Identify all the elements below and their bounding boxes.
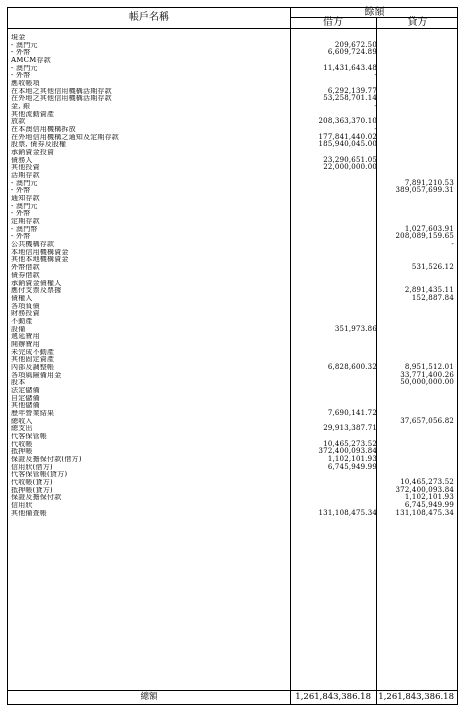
table-row — [8, 164, 457, 172]
table-row — [8, 42, 457, 50]
table-row — [8, 134, 457, 142]
debit-amount: 6,609,724.89 — [327, 48, 377, 57]
credit-amount: 6,745,949.99 — [404, 500, 454, 509]
debit-amount: - — [374, 71, 377, 80]
credit-amount: 372,400,093.84 — [395, 485, 454, 494]
account-label: 在外地之其他信用機構活期存款 — [11, 95, 112, 103]
table-row — [8, 95, 457, 103]
total-row — [8, 691, 457, 704]
table-row — [8, 456, 457, 464]
debit-amount: - — [374, 102, 377, 111]
account-label: 放款 — [11, 118, 26, 126]
table-row — [8, 34, 457, 42]
table-row — [8, 349, 457, 357]
credit-amount: 131,108,475.34 — [395, 508, 454, 517]
credit-amount: 531,526.12 — [411, 263, 454, 272]
debit-amount: 209,672.50 — [334, 40, 377, 49]
table-row — [8, 464, 457, 472]
table-row — [8, 287, 457, 295]
balance-table — [7, 7, 458, 705]
debit-amount: 23,290,651.05 — [323, 155, 377, 164]
table-row — [8, 172, 457, 180]
credit-amount: - — [451, 240, 454, 249]
table-row — [8, 157, 457, 165]
table-row — [8, 233, 457, 241]
credit-amount: 50,000,000.00 — [400, 378, 454, 387]
account-label: 代客保管帳(貸方) — [11, 471, 68, 479]
table-row — [8, 433, 457, 441]
table-row — [8, 149, 457, 157]
account-label: 在本地之其他信用機構活期存款 — [11, 87, 112, 95]
account-label: 歷年營業結果 — [11, 409, 55, 417]
credit-amount: 37,657,056.82 — [400, 416, 454, 425]
account-label: 其他儲備 — [11, 402, 40, 410]
balance-header: 餘額 — [364, 7, 385, 18]
account-label: 承銷資金債權人 — [11, 279, 62, 287]
account-label: 承銷資金投資 — [11, 149, 55, 157]
table-row — [8, 494, 457, 502]
table-row — [8, 448, 457, 456]
table-row — [8, 418, 457, 426]
table-row — [8, 326, 457, 334]
table-row — [8, 210, 457, 218]
table-row — [8, 187, 457, 195]
debit-amount: 185,940,045.00 — [318, 140, 377, 149]
account-label: 法定儲備 — [11, 386, 40, 394]
account-label: - 外幣 — [11, 233, 31, 241]
credit-amount: 10,465,273.52 — [400, 477, 454, 486]
debit-amount: 22,000,000.00 — [323, 163, 377, 172]
account-label: - 澳門元 — [11, 41, 38, 49]
account-label: 股票, 債券及股權 — [11, 141, 67, 149]
account-label: 抵押帳 — [11, 448, 33, 456]
table-row — [8, 310, 457, 318]
debit-amount: 6,745,949.99 — [327, 462, 377, 471]
table-row — [8, 241, 457, 249]
account-label: 債務人 — [11, 156, 33, 164]
table-row — [8, 264, 457, 272]
debit-amount: 53,258,701.14 — [323, 94, 377, 103]
account-label: 不動產 — [11, 317, 33, 325]
credit-header: 貸方 — [407, 17, 428, 28]
table-row — [8, 379, 457, 387]
credit-amount: 8,951,512.01 — [404, 362, 454, 371]
account-label: 各項負債 — [11, 302, 40, 310]
table-row — [8, 510, 457, 518]
account-label: 保證及擔保付款(借方) — [11, 455, 82, 463]
debit-amount: 10,465,273.52 — [323, 439, 377, 448]
account-label: 總支出 — [11, 425, 33, 433]
account-label: - 外幣 — [11, 187, 31, 195]
account-label: 代收帳 — [11, 440, 33, 448]
account-label: 設備 — [11, 325, 26, 333]
account-label: 本地信用機構資金 — [11, 248, 69, 256]
table-row — [8, 395, 457, 403]
total-credit: 1,261,843,386.18 — [378, 692, 454, 702]
total-label: 總額 — [140, 692, 158, 702]
table-row — [8, 249, 457, 257]
account-label: 在外地信用機構之通知及定期存款 — [11, 133, 119, 141]
account-label: 其他本地機構資金 — [11, 256, 69, 264]
debit-amount: 372,400,093.84 — [318, 447, 377, 456]
table-row — [8, 280, 457, 288]
table-row — [8, 180, 457, 188]
table-row — [8, 103, 457, 111]
account-label: 保證及擔保付款 — [11, 494, 62, 502]
table-row — [8, 118, 457, 126]
table-row — [8, 295, 457, 303]
account-label: 代客保管帳 — [11, 432, 47, 440]
account-label: 自定儲備 — [11, 394, 40, 402]
account-label: 內部及調整帳 — [11, 363, 55, 371]
credit-amount: 7,891,210.53 — [404, 178, 454, 187]
table-row — [8, 487, 457, 495]
table-row — [8, 218, 457, 226]
account-label: 在本澳信用機構拆放 — [11, 126, 76, 134]
account-rows — [8, 34, 457, 517]
account-label: 債權人 — [11, 294, 33, 302]
credit-amount: 2,891,435.11 — [404, 286, 454, 295]
account-label: - 外幣 — [11, 210, 31, 218]
credit-amount: 33,771,400.26 — [400, 370, 454, 379]
table-row — [8, 502, 457, 510]
debit-amount: 6,292,139.77 — [327, 86, 377, 95]
account-label: 財務投資 — [11, 310, 40, 318]
credit-amount: 1,027,603.91 — [404, 224, 454, 233]
account-label: 其他流動資產 — [11, 110, 55, 118]
debit-amount: 351,973.86 — [334, 324, 377, 333]
debit-amount: - — [374, 125, 377, 134]
account-label: 通知存款 — [11, 195, 40, 203]
account-label: 金, 銀 — [11, 103, 31, 111]
account-label: 債券借款 — [11, 271, 40, 279]
account-label: 外幣借款 — [11, 264, 40, 272]
account-label: 應收帳項 — [11, 80, 40, 88]
account-label: AMCM存款 — [11, 57, 51, 65]
account-label: - 澳門元 — [11, 64, 38, 72]
table-row — [8, 57, 457, 65]
table-row — [8, 65, 457, 73]
account-label: 應付支票及票據 — [11, 287, 62, 295]
table-row — [8, 226, 457, 234]
table-row — [8, 88, 457, 96]
table-row — [8, 364, 457, 372]
total-debit: 1,261,843,386.18 — [295, 692, 371, 702]
table-row — [8, 333, 457, 341]
debit-amount: 7,690,141.72 — [327, 408, 377, 417]
table-row — [8, 72, 457, 80]
table-row — [8, 80, 457, 88]
account-label: 其他備查帳 — [11, 509, 47, 517]
table-row — [8, 256, 457, 264]
account-label: 未完成不動產 — [11, 348, 55, 356]
account-label: - 外幣 — [11, 72, 31, 80]
table-row — [8, 49, 457, 57]
table-row — [8, 303, 457, 311]
account-label: 抵押帳(貸方) — [11, 486, 53, 494]
table-row — [8, 471, 457, 479]
table-row — [8, 387, 457, 395]
table-row — [8, 402, 457, 410]
account-label: - 澳門元 — [11, 179, 38, 187]
table-row — [8, 318, 457, 326]
account-label: 其他投資 — [11, 164, 40, 172]
table-row — [8, 203, 457, 211]
credit-amount: 389,057,699.31 — [395, 186, 454, 195]
account-label: 遞延費用 — [11, 333, 40, 341]
table-row — [8, 111, 457, 119]
account-label: 現金 — [11, 34, 26, 41]
account-label: 總收入 — [11, 417, 33, 425]
table-row — [8, 272, 457, 280]
account-label: 信用狀 — [11, 501, 33, 509]
account-name-header: 帳戶名稱 — [129, 12, 169, 23]
table-row — [8, 425, 457, 433]
table-row — [8, 441, 457, 449]
account-label: 其他固定資產 — [11, 356, 55, 364]
debit-amount: 1,102,101.93 — [327, 454, 377, 463]
debit-amount: 29,913,387.71 — [323, 424, 377, 433]
table-row — [8, 141, 457, 149]
debit-amount: 11,431,643.48 — [323, 63, 377, 72]
debit-header: 借方 — [323, 17, 343, 28]
account-label: 公共機構存款 — [11, 241, 55, 249]
account-label: 開辦費用 — [11, 340, 40, 348]
account-label: 活期存款 — [11, 172, 40, 180]
debit-amount: 208,363,370.10 — [318, 117, 377, 126]
table-row — [8, 410, 457, 418]
account-label: 代收帳(貸方) — [11, 478, 53, 486]
account-label: 各項風險備用金 — [11, 371, 62, 379]
debit-amount: 131,108,475.34 — [318, 508, 377, 517]
table-row — [8, 195, 457, 203]
table-row — [8, 372, 457, 380]
account-label: 股本 — [11, 379, 26, 387]
account-label: 信用狀(借方) — [11, 463, 53, 471]
account-label: 定期存款 — [11, 218, 40, 226]
debit-amount: 6,828,600.32 — [327, 362, 377, 371]
credit-amount: 1,102,101.93 — [404, 493, 454, 502]
table-row — [8, 479, 457, 487]
table-row — [8, 341, 457, 349]
credit-amount: 208,089,159.65 — [395, 232, 454, 241]
account-label: - 澳門幣 — [11, 225, 38, 233]
table-row — [8, 126, 457, 134]
debit-amount: 177,841,440.02 — [318, 132, 377, 141]
table-row — [8, 356, 457, 364]
account-label: - 澳門元 — [11, 202, 38, 210]
credit-amount: 152,887.84 — [411, 293, 454, 302]
account-label: - 外幣 — [11, 49, 31, 57]
